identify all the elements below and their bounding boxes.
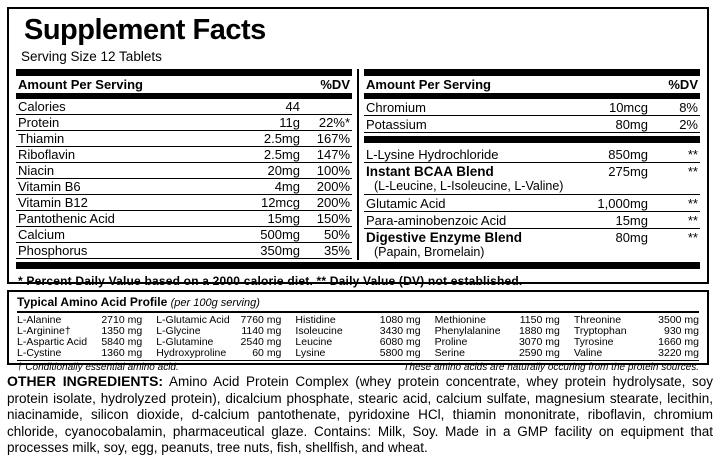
nutrient-dv: 167% bbox=[316, 131, 350, 146]
amino-value: 5800 mg bbox=[379, 347, 421, 359]
amino-value: 2590 mg bbox=[518, 347, 560, 359]
nutrient-name: Riboflavin bbox=[18, 147, 76, 162]
amino-name: Valine bbox=[573, 347, 603, 359]
amino-value: 3500 mg bbox=[658, 314, 700, 326]
nutrient-name: Thiamin bbox=[18, 131, 65, 146]
nutrient-row bbox=[16, 243, 352, 259]
nutrient-row bbox=[16, 227, 352, 243]
amino-value: 1880 mg bbox=[518, 325, 560, 337]
nutrient-row bbox=[364, 163, 700, 179]
nutrient-entry bbox=[364, 99, 700, 116]
nutrient-dv: 200% bbox=[316, 195, 350, 210]
nutrient-name: Vitamin B6 bbox=[18, 179, 81, 194]
nutrient-amount: 11g bbox=[279, 115, 300, 130]
amino-row bbox=[295, 348, 420, 359]
nutrient-columns bbox=[16, 69, 700, 260]
amino-footnote-left: † Conditionally essential amino acid. bbox=[17, 362, 179, 373]
amino-profile-subtitle: (per 100g serving) bbox=[170, 297, 260, 309]
nutrient-entry bbox=[364, 146, 700, 163]
amino-column bbox=[435, 315, 560, 359]
nutrient-name: Calcium bbox=[18, 227, 65, 242]
nutrient-entry bbox=[364, 212, 700, 229]
amino-name: Serine bbox=[434, 347, 465, 359]
left-nutrient-rows bbox=[16, 99, 352, 259]
nutrient-row bbox=[16, 131, 352, 147]
section-separator-bar bbox=[364, 136, 700, 143]
nutrient-amount: 2.5mg bbox=[263, 131, 300, 146]
header-dv-label: %DV bbox=[320, 77, 350, 92]
amino-column bbox=[156, 315, 281, 359]
nutrient-name: Digestive Enzyme Blend bbox=[366, 229, 523, 245]
nutrient-amount: 500mg bbox=[260, 227, 300, 242]
nutrient-amount: 1,000mg bbox=[597, 195, 648, 211]
nutrient-name: Calories bbox=[18, 99, 66, 114]
nutrient-name: Potassium bbox=[366, 116, 427, 132]
amino-value: 930 mg bbox=[663, 325, 700, 337]
nutrient-row bbox=[364, 116, 700, 132]
amino-profile-title: Typical Amino Acid Profile bbox=[17, 295, 168, 309]
nutrient-name: Vitamin B12 bbox=[18, 195, 88, 210]
amino-footnote-right: These amino acids are naturally occuring from the protein sources. bbox=[403, 362, 699, 373]
nutrient-name: Protein bbox=[18, 115, 60, 130]
nutrient-dv: 22%* bbox=[318, 115, 350, 130]
nutrient-row bbox=[364, 146, 700, 162]
amino-name: L-Glycine bbox=[156, 325, 201, 337]
nutrient-row bbox=[16, 115, 352, 131]
amino-value: 1150 mg bbox=[519, 314, 560, 326]
nutrient-row bbox=[364, 99, 700, 115]
nutrient-dv: ** bbox=[687, 146, 698, 162]
nutrient-dv: ** bbox=[687, 195, 698, 211]
other-ingredients-text: Amino Acid Protein Complex (whey protein concentrate, whey protein hydrolysate, soy protein isolate, hydrolyzed protein), dicalcium phosphate, stearic acid, calcium sulfate, magnesium stearate, lecithin, niacinamide, silicon dioxide, d-calcium pantothenate, pyridoxine HCl, thiamin mononitrate, riboflavin, chromium chloride, cyanocobalamin, pharmaceutical glaze. Contains: Milk, Soy. Made in a GMP facility on equipment that processes milk, soy, egg, peanuts, tree nuts, fish, shellfish, and wheat. bbox=[7, 374, 713, 455]
nutrient-row bbox=[364, 212, 700, 228]
panel-title: Supplement Facts bbox=[24, 14, 266, 46]
amino-column bbox=[574, 315, 699, 359]
nutrient-dv: ** bbox=[687, 212, 698, 228]
nutrient-dv: 2% bbox=[679, 116, 698, 132]
amino-name: Tyrosine bbox=[573, 336, 614, 348]
amino-name: Leucine bbox=[295, 336, 333, 348]
amino-value: 2710 mg bbox=[101, 314, 143, 326]
amino-value: 7760 mg bbox=[240, 314, 282, 326]
header-amount-label: Amount Per Serving bbox=[366, 77, 491, 92]
amino-value: 3220 mg bbox=[658, 347, 700, 359]
nutrient-dv: 200% bbox=[316, 179, 350, 194]
nutrient-name: Instant BCAA Blend bbox=[366, 163, 494, 179]
amino-name: Proline bbox=[434, 336, 468, 348]
nutrient-name: Glutamic Acid bbox=[366, 195, 446, 211]
nutrient-row bbox=[16, 179, 352, 195]
nutrient-name: Pantothenic Acid bbox=[18, 211, 115, 226]
other-ingredients bbox=[7, 373, 713, 457]
amino-value: 1080 mg bbox=[379, 314, 421, 326]
right-column bbox=[364, 69, 700, 260]
nutrient-amount: 15mg bbox=[267, 211, 300, 226]
nutrient-row bbox=[364, 195, 700, 211]
amino-grid bbox=[17, 313, 699, 360]
amino-value: 1350 mg bbox=[101, 325, 143, 337]
amino-name: L-Cystine bbox=[17, 347, 62, 359]
nutrient-dv: 50% bbox=[323, 227, 350, 242]
nutrient-row bbox=[16, 147, 352, 163]
amino-value: 6080 mg bbox=[379, 336, 421, 348]
nutrient-dv: 147% bbox=[316, 147, 350, 162]
left-column-header bbox=[16, 76, 352, 93]
header-amount-label: Amount Per Serving bbox=[18, 77, 143, 92]
column-divider bbox=[357, 69, 359, 260]
nutrient-dv: 100% bbox=[316, 163, 350, 178]
nutrient-name: Niacin bbox=[18, 163, 55, 178]
nutrient-name: Para-aminobenzoic Acid bbox=[366, 212, 507, 228]
amino-value: 3070 mg bbox=[518, 336, 560, 348]
nutrient-subline: (L-Leucine, L-Isoleucine, L-Valine) bbox=[374, 179, 564, 193]
nutrient-dv: ** bbox=[687, 163, 698, 179]
nutrient-amount: 20mg bbox=[267, 163, 300, 178]
other-ingredients-label: OTHER INGREDIENTS: bbox=[7, 373, 164, 389]
nutrient-row bbox=[16, 99, 352, 115]
amino-value: 1660 mg bbox=[658, 336, 700, 348]
nutrient-amount: 10mcg bbox=[608, 99, 648, 115]
amino-row bbox=[17, 348, 142, 359]
nutrient-amount: 850mg bbox=[608, 146, 648, 162]
nutrient-amount: 4mg bbox=[274, 179, 300, 194]
amino-name: Methionine bbox=[434, 314, 486, 326]
nutrient-entry bbox=[364, 195, 700, 212]
nutrient-dv: 150% bbox=[316, 211, 350, 226]
nutrient-dv: ** bbox=[687, 229, 698, 245]
amino-name: Hydroxyproline bbox=[156, 347, 227, 359]
nutrient-amount: 12mcg bbox=[260, 195, 300, 210]
nutrient-subline: (Papain, Bromelain) bbox=[374, 245, 485, 259]
amino-footnotes bbox=[17, 360, 699, 373]
amino-value: 1140 mg bbox=[241, 325, 282, 337]
amino-row bbox=[435, 348, 560, 359]
daily-value-footnote: * Percent Daily Value based on a 2000 calorie diet. ** Daily Value (DV) not established. bbox=[18, 274, 523, 288]
nutrient-row bbox=[16, 195, 352, 211]
nutrient-amount: 44 bbox=[285, 99, 300, 114]
nutrient-row bbox=[16, 211, 352, 227]
amino-value: 60 mg bbox=[252, 347, 282, 359]
amino-column bbox=[17, 315, 142, 359]
header-top-bar bbox=[16, 69, 352, 76]
supplement-facts-panel bbox=[7, 7, 709, 288]
right-column-header bbox=[364, 76, 700, 93]
nutrient-amount: 80mg bbox=[615, 229, 648, 245]
footnote-separator-bar bbox=[16, 262, 700, 269]
nutrient-amount: 2.5mg bbox=[263, 147, 300, 162]
nutrient-dv: 8% bbox=[679, 99, 698, 115]
amino-name: Tryptophan bbox=[573, 325, 627, 337]
amino-row bbox=[574, 348, 699, 359]
right-nutrient-rows bbox=[364, 99, 700, 260]
header-top-bar bbox=[364, 69, 700, 76]
nutrient-amount: 275mg bbox=[608, 163, 648, 179]
nutrient-amount: 350mg bbox=[260, 243, 300, 258]
amino-column bbox=[295, 315, 420, 359]
amino-name: Threonine bbox=[573, 314, 622, 326]
amino-name: Lysine bbox=[295, 347, 326, 359]
amino-row bbox=[156, 348, 281, 359]
amino-title-row bbox=[17, 295, 699, 313]
nutrient-amount: 15mg bbox=[615, 212, 648, 228]
nutrient-entry bbox=[364, 163, 700, 195]
amino-value: 2540 mg bbox=[240, 336, 282, 348]
amino-name: L-Alanine bbox=[17, 314, 62, 326]
nutrient-amount: 80mg bbox=[615, 116, 648, 132]
amino-value: 5840 mg bbox=[101, 336, 143, 348]
nutrient-row bbox=[16, 163, 352, 179]
amino-name: Isoleucine bbox=[295, 325, 343, 337]
serving-size: Serving Size 12 Tablets bbox=[21, 49, 162, 64]
nutrient-name: Phosphorus bbox=[18, 243, 88, 258]
nutrient-name: L-Lysine Hydrochloride bbox=[366, 146, 499, 162]
amino-name: L-Aspartic Acid bbox=[17, 336, 88, 348]
nutrient-entry bbox=[364, 116, 700, 133]
header-dv-label: %DV bbox=[668, 77, 698, 92]
amino-acid-profile-panel bbox=[7, 290, 709, 373]
nutrient-dv: 35% bbox=[323, 243, 350, 258]
nutrient-entry bbox=[364, 229, 700, 260]
nutrient-name: Chromium bbox=[366, 99, 426, 115]
amino-name: Phenylalanine bbox=[434, 325, 501, 337]
amino-name: L-Arginine† bbox=[17, 325, 71, 337]
amino-name: L-Glutamine bbox=[156, 336, 214, 348]
amino-name: L-Glutamic Acid bbox=[156, 314, 230, 326]
left-column bbox=[16, 69, 352, 260]
amino-value: 1360 mg bbox=[101, 347, 143, 359]
nutrient-row bbox=[364, 229, 700, 245]
amino-value: 3430 mg bbox=[379, 325, 421, 337]
amino-name: Histidine bbox=[295, 314, 336, 326]
